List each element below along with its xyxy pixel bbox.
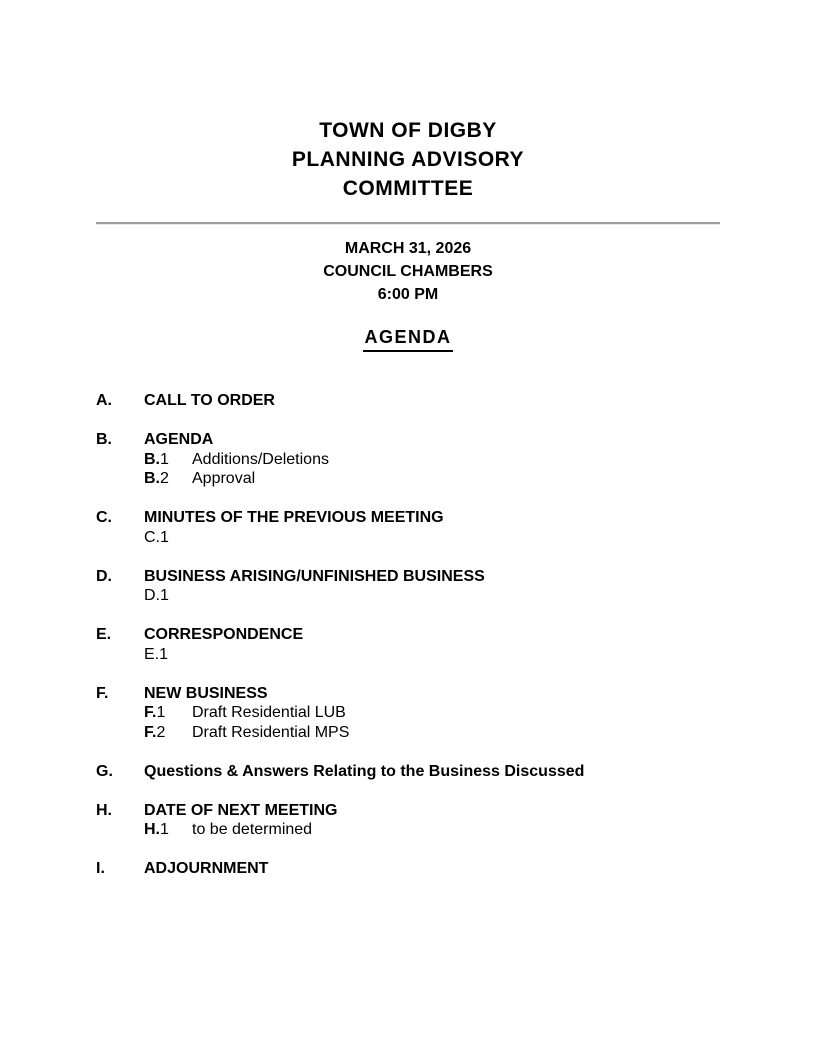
section-letter: F. (96, 684, 109, 702)
document-title-line-2: PLANNING ADVISORY (291, 148, 525, 171)
item-marker: B.2 (144, 470, 169, 487)
item-marker: H.1 (144, 821, 169, 838)
agenda-item (144, 528, 720, 548)
section-h (96, 801, 720, 840)
item-marker: D.1 (144, 587, 169, 604)
agenda-heading-wrap (96, 327, 720, 352)
section-letter: B. (96, 431, 112, 448)
agenda-item (144, 703, 720, 723)
section-d (96, 567, 720, 606)
item-text: to be determined (192, 821, 313, 838)
section-title: ADJOURNMENT (144, 860, 269, 877)
agenda-item (144, 586, 720, 606)
item-text: Approval (192, 470, 256, 487)
agenda-list (96, 391, 720, 879)
section-letter: D. (96, 567, 112, 585)
agenda-item (144, 645, 720, 665)
item-marker: F.1 (144, 704, 166, 721)
meeting-info (96, 237, 720, 306)
section-title: AGENDA (144, 431, 214, 448)
agenda-item (144, 820, 720, 840)
agenda-heading: AGENDA (363, 327, 452, 352)
section-i (96, 859, 720, 879)
agenda-item (144, 450, 720, 470)
item-marker: F.2 (144, 723, 166, 741)
section-letter: E. (96, 626, 112, 643)
item-marker: E.1 (144, 645, 169, 663)
section-letter: I. (96, 860, 105, 877)
item-text: Draft Residential LUB (192, 704, 346, 721)
item-marker: C.1 (144, 528, 169, 546)
section-letter: A. (96, 392, 112, 409)
section-title: NEW BUSINESS (144, 684, 268, 702)
section-g (96, 762, 720, 782)
document-title (96, 116, 720, 203)
agenda-item (144, 469, 720, 489)
horizontal-rule (96, 222, 720, 225)
section-a (96, 391, 720, 411)
item-marker: B.1 (144, 450, 169, 468)
section-title: CORRESPONDENCE (144, 626, 304, 643)
section-e (96, 625, 720, 664)
section-f (96, 684, 720, 743)
section-b (96, 430, 720, 489)
section-title: CALL TO ORDER (144, 392, 275, 409)
meeting-location: COUNCIL CHAMBERS (323, 263, 493, 280)
section-title: BUSINESS ARISING/UNFINISHED BUSINESS (144, 567, 485, 585)
section-title: MINUTES OF THE PREVIOUS MEETING (144, 509, 444, 526)
document-title-line-3: COMMITTEE (342, 177, 474, 200)
section-c (96, 508, 720, 547)
section-title: Questions & Answers Relating to the Business Discussed (144, 762, 585, 780)
agenda-item (144, 723, 720, 743)
meeting-time: 6:00 PM (377, 286, 439, 303)
section-title: DATE OF NEXT MEETING (144, 801, 338, 819)
item-text: Draft Residential MPS (192, 723, 350, 741)
section-letter: H. (96, 801, 112, 819)
section-letter: C. (96, 509, 112, 526)
item-text: Additions/Deletions (192, 450, 329, 468)
meeting-date: MARCH 31, 2026 (344, 240, 472, 257)
section-letter: G. (96, 762, 113, 780)
document-title-line-1: TOWN OF DIGBY (319, 119, 497, 142)
